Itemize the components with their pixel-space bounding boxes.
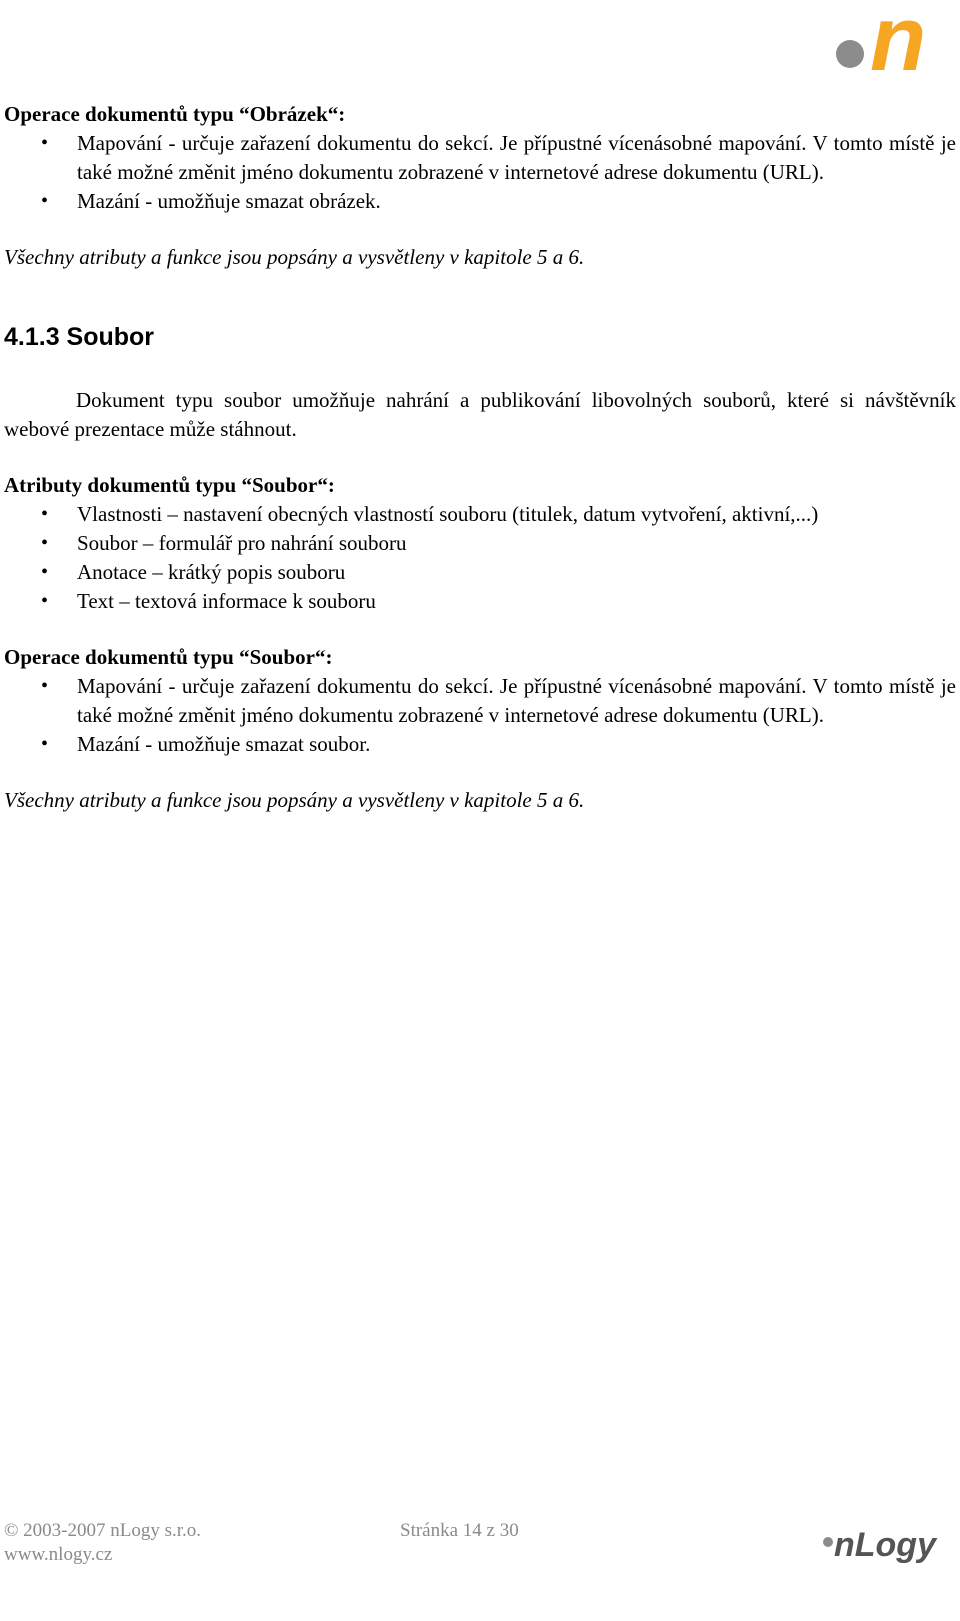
list-item: • Mazání - umožňuje smazat obrázek. — [4, 187, 956, 216]
list-item: • Mazání - umožňuje smazat soubor. — [4, 730, 956, 759]
logo-letter: n — [870, 0, 927, 80]
footer-page-number: Stránka 14 z 30 — [400, 1520, 519, 1541]
footer-left — [4, 1519, 201, 1567]
list-item: • Text – textová informace k souboru — [4, 587, 956, 616]
bullet-icon: • — [41, 132, 49, 154]
list-soubor-attributes — [4, 500, 956, 616]
list-item: • Anotace – krátký popis souboru — [4, 558, 956, 587]
heading-soubor-operations: Operace dokumentů typu “Soubor“: — [4, 645, 333, 669]
note-obrazek: Všechny atributy a funkce jsou popsány a vysvětleny v kapitole 5 a 6. — [4, 245, 585, 269]
bullet-icon: • — [41, 733, 49, 755]
bullet-icon: • — [41, 503, 49, 525]
heading-obrazek-operations: Operace dokumentů typu “Obrázek“: — [4, 102, 346, 126]
footer-copyright: © 2003-2007 nLogy s.r.o. — [4, 1520, 202, 1541]
paragraph-soubor-intro: Dokument typu soubor umožňuje nahrání a publikování libovolných souborů, které si návštěvník webové prezentace může stáhnout. — [4, 388, 956, 441]
list-item: • Soubor – formulář pro nahrání souboru — [4, 529, 956, 558]
bullet-icon: • — [41, 190, 49, 212]
bullet-icon: • — [41, 675, 49, 697]
nlogy-logo-top — [830, 0, 960, 80]
heading-soubor-attributes: Atributy dokumentů typu “Soubor“: — [4, 473, 335, 497]
document-body — [4, 100, 956, 815]
list-item: • Vlastnosti – nastavení obecných vlastností souboru (titulek, datum vytvoření, aktivní,...) — [4, 500, 956, 529]
list-soubor-operations — [4, 672, 956, 759]
list-item: • Mapování - určuje zařazení dokumentu do sekcí. Je přípustné vícenásobné mapování. V tomto místě je také možné změnit jméno dokumentu zobrazené v internetové adrese dokumentu (URL). — [41, 131, 956, 184]
footer-website-link[interactable]: www.nlogy.cz — [4, 1544, 113, 1565]
bullet-icon: • — [41, 561, 49, 583]
note-soubor: Všechny atributy a funkce jsou popsány a vysvětleny v kapitole 5 a 6. — [4, 788, 585, 812]
bullet-icon: • — [41, 532, 49, 554]
nlogy-logo-bottom — [820, 1520, 940, 1570]
list-obrazek-operations — [4, 129, 956, 216]
logo-wordmark: nLogy — [834, 1526, 936, 1564]
bullet-icon: • — [41, 590, 49, 612]
section-title-soubor: 4.1.3 Soubor — [4, 323, 155, 351]
list-item: • Mapování - určuje zařazení dokumentu do sekcí. Je přípustné vícenásobné mapování. V tomto místě je také možné změnit jméno dokumentu zobrazené v internetové adrese dokumentu (URL). — [41, 674, 956, 727]
